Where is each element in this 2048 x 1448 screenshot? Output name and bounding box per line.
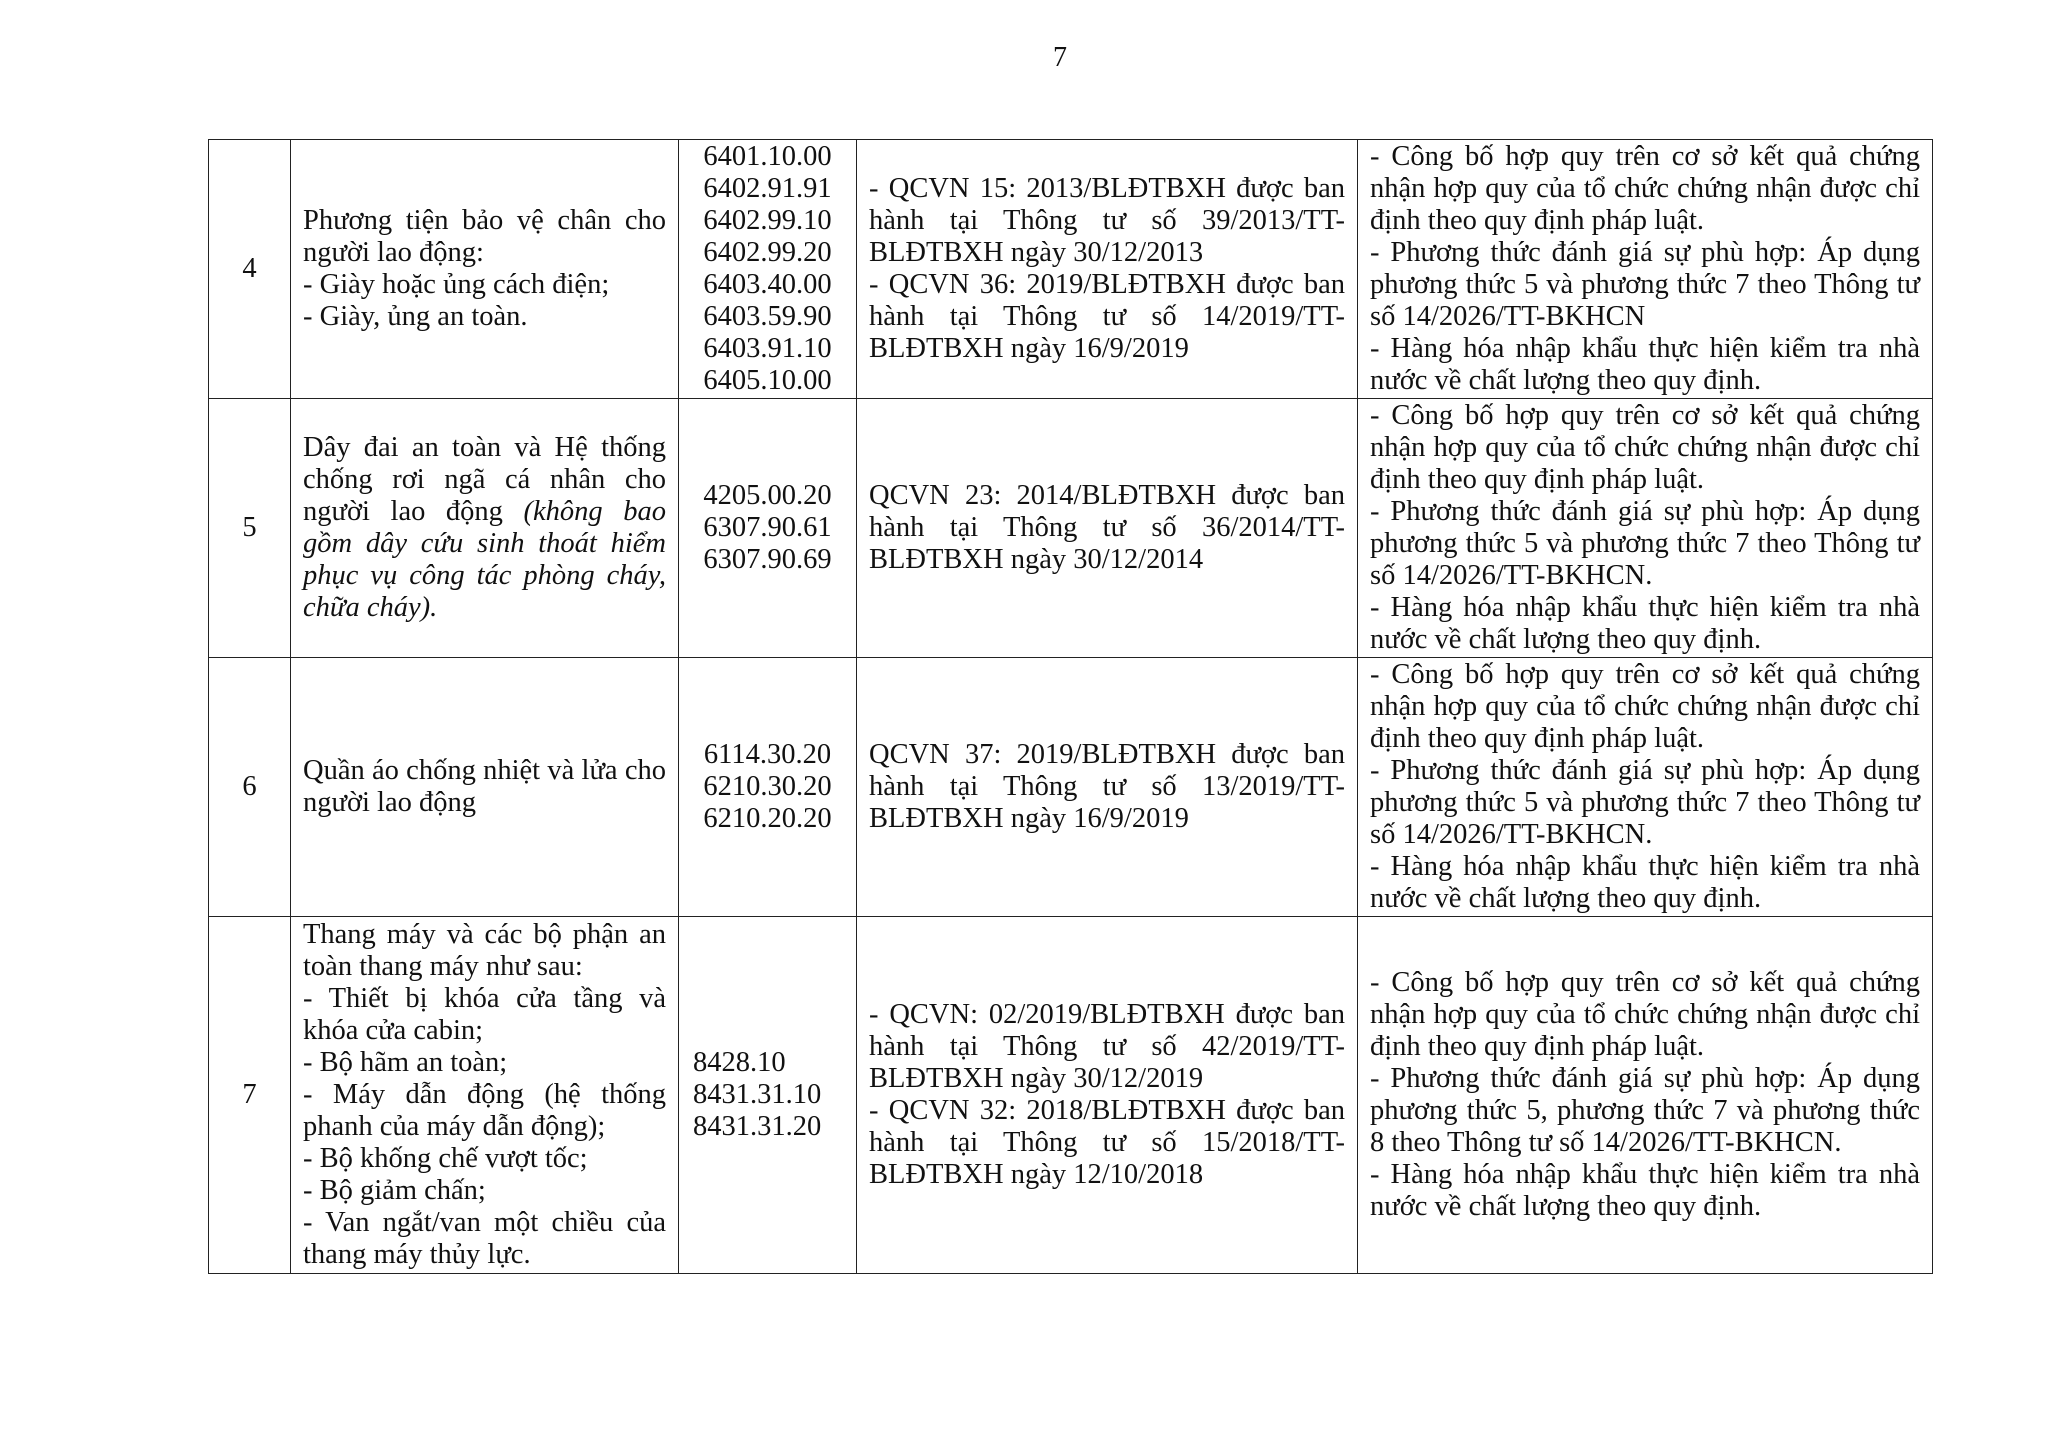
product-name-line: - Giày, ủng an toàn. xyxy=(303,301,528,332)
standard-item: QCVN 23: 2014/BLĐTBXH được ban hành tại Thông tư số 36/2014/TT-BLĐTBXH ngày 30/12/2014 xyxy=(869,480,1345,575)
product-name-note: (không bao gồm dây cứu sinh thoát hiểm phục vụ công tác phòng cháy, chữa cháy). xyxy=(303,496,667,623)
hs-code: 6307.90.61 xyxy=(703,512,832,543)
procedure-item: - Hàng hóa nhập khẩu thực hiện kiểm tra nhà nước về chất lượng theo quy định. xyxy=(1370,851,1920,914)
hs-code: 8431.31.10 xyxy=(693,1079,822,1110)
product-name-line: - Máy dẫn động (hệ thống phanh của máy dẫn động); xyxy=(303,1079,666,1142)
procedure-item: - Phương thức đánh giá sự phù hợp: Áp dụng phương thức 5 và phương thức 7 theo Thông tư số 14/2026/TT-BKHCN. xyxy=(1370,496,1920,591)
hs-codes xyxy=(679,917,857,1274)
hs-code: 8431.31.20 xyxy=(693,1111,822,1142)
hs-code: 6114.30.20 xyxy=(703,739,832,770)
hs-code: 6405.10.00 xyxy=(703,365,832,396)
table-row xyxy=(209,140,1933,399)
procedure-item: - Phương thức đánh giá sự phù hợp: Áp dụng phương thức 5, phương thức 7 và phương thức 8 theo Thông tư số 14/2026/TT-BKHCN. xyxy=(1370,1063,1920,1158)
hs-code: 6402.99.10 xyxy=(703,205,832,236)
hs-code: 6403.59.90 xyxy=(703,301,832,332)
compliance-procedure xyxy=(1358,399,1933,658)
standard-item: QCVN 37: 2019/BLĐTBXH được ban hành tại Thông tư số 13/2019/TT-BLĐTBXH ngày 16/9/2019 xyxy=(869,739,1345,834)
technical-standards xyxy=(857,140,1358,399)
hs-code: 6307.90.69 xyxy=(703,544,832,575)
product-name xyxy=(291,917,679,1274)
hs-codes xyxy=(679,658,857,917)
technical-standards xyxy=(857,917,1358,1274)
standard-item: - QCVN: 02/2019/BLĐTBXH được ban hành tại Thông tư số 42/2019/TT-BLĐTBXH ngày 30/12/2019 xyxy=(869,999,1345,1094)
compliance-procedure xyxy=(1358,140,1933,399)
product-name-line: - Van ngắt/van một chiều của thang máy thủy lực. xyxy=(303,1207,666,1270)
procedure-item: - Hàng hóa nhập khẩu thực hiện kiểm tra nhà nước về chất lượng theo quy định. xyxy=(1370,1159,1920,1222)
technical-standards xyxy=(857,399,1358,658)
hs-code: 6403.91.10 xyxy=(703,333,832,364)
hs-codes xyxy=(679,399,857,658)
procedure-item: - Công bố hợp quy trên cơ sở kết quả chứng nhận hợp quy của tổ chức chứng nhận được chỉ định theo quy định pháp luật. xyxy=(1370,967,1920,1062)
page-number: 7 xyxy=(1053,42,1067,73)
product-name-text: Dây đai an toàn và Hệ thống chống rơi ngã cá nhân cho người lao động xyxy=(303,432,666,527)
procedure-item: - Hàng hóa nhập khẩu thực hiện kiểm tra nhà nước về chất lượng theo quy định. xyxy=(1370,333,1920,396)
table-row xyxy=(209,917,1933,1274)
compliance-procedure xyxy=(1358,658,1933,917)
product-name-line: - Thiết bị khóa cửa tầng và khóa cửa cabin; xyxy=(303,983,666,1046)
compliance-procedure xyxy=(1358,917,1933,1274)
table-row xyxy=(209,399,1933,658)
hs-codes xyxy=(679,140,857,399)
row-number: 4 xyxy=(209,140,291,399)
procedure-item: - Phương thức đánh giá sự phù hợp: Áp dụng phương thức 5 và phương thức 7 theo Thông tư số 14/2026/TT-BKHCN xyxy=(1370,237,1920,332)
hs-code: 6210.20.20 xyxy=(703,803,832,834)
procedure-item: - Phương thức đánh giá sự phù hợp: Áp dụng phương thức 5 và phương thức 7 theo Thông tư số 14/2026/TT-BKHCN. xyxy=(1370,755,1920,850)
row-number: 5 xyxy=(209,399,291,658)
procedure-item: - Công bố hợp quy trên cơ sở kết quả chứng nhận hợp quy của tổ chức chứng nhận được chỉ định theo quy định pháp luật. xyxy=(1370,659,1920,754)
hs-code: 8428.10 xyxy=(693,1047,786,1078)
table-row xyxy=(209,658,1933,917)
product-name-line: Phương tiện bảo vệ chân cho người lao động: xyxy=(303,205,666,268)
regulation-table xyxy=(208,139,1933,1274)
hs-code: 6403.40.00 xyxy=(703,269,832,300)
product-name-line: - Bộ khống chế vượt tốc; xyxy=(303,1143,588,1174)
procedure-item: - Hàng hóa nhập khẩu thực hiện kiểm tra nhà nước về chất lượng theo quy định. xyxy=(1370,592,1920,655)
standard-item: - QCVN 15: 2013/BLĐTBXH được ban hành tại Thông tư số 39/2013/TT-BLĐTBXH ngày 30/12/2013 xyxy=(869,173,1345,268)
standard-item: - QCVN 32: 2018/BLĐTBXH được ban hành tại Thông tư số 15/2018/TT-BLĐTBXH ngày 12/10/2018 xyxy=(869,1095,1345,1190)
product-name-line: - Bộ giảm chấn; xyxy=(303,1175,486,1206)
standard-item: - QCVN 36: 2019/BLĐTBXH được ban hành tại Thông tư số 14/2019/TT-BLĐTBXH ngày 16/9/2019 xyxy=(869,269,1345,364)
row-number: 7 xyxy=(209,917,291,1274)
hs-code: 6402.91.91 xyxy=(703,173,832,204)
product-name xyxy=(291,399,679,658)
procedure-item: - Công bố hợp quy trên cơ sở kết quả chứng nhận hợp quy của tổ chức chứng nhận được chỉ định theo quy định pháp luật. xyxy=(1370,400,1920,495)
row-number: 6 xyxy=(209,658,291,917)
product-name xyxy=(291,658,679,917)
hs-code: 4205.00.20 xyxy=(703,480,832,511)
product-name-line: - Giày hoặc ủng cách điện; xyxy=(303,269,610,300)
hs-code: 6401.10.00 xyxy=(703,141,832,172)
hs-code: 6402.99.20 xyxy=(703,237,832,268)
product-name xyxy=(291,140,679,399)
procedure-item: - Công bố hợp quy trên cơ sở kết quả chứng nhận hợp quy của tổ chức chứng nhận được chỉ định theo quy định pháp luật. xyxy=(1370,141,1920,236)
product-name-line: Thang máy và các bộ phận an toàn thang máy như sau: xyxy=(303,919,666,982)
hs-code: 6210.30.20 xyxy=(703,771,832,802)
product-name-line: Quần áo chống nhiệt và lửa cho người lao động xyxy=(303,755,666,818)
product-name-line: - Bộ hãm an toàn; xyxy=(303,1047,508,1078)
technical-standards xyxy=(857,658,1358,917)
